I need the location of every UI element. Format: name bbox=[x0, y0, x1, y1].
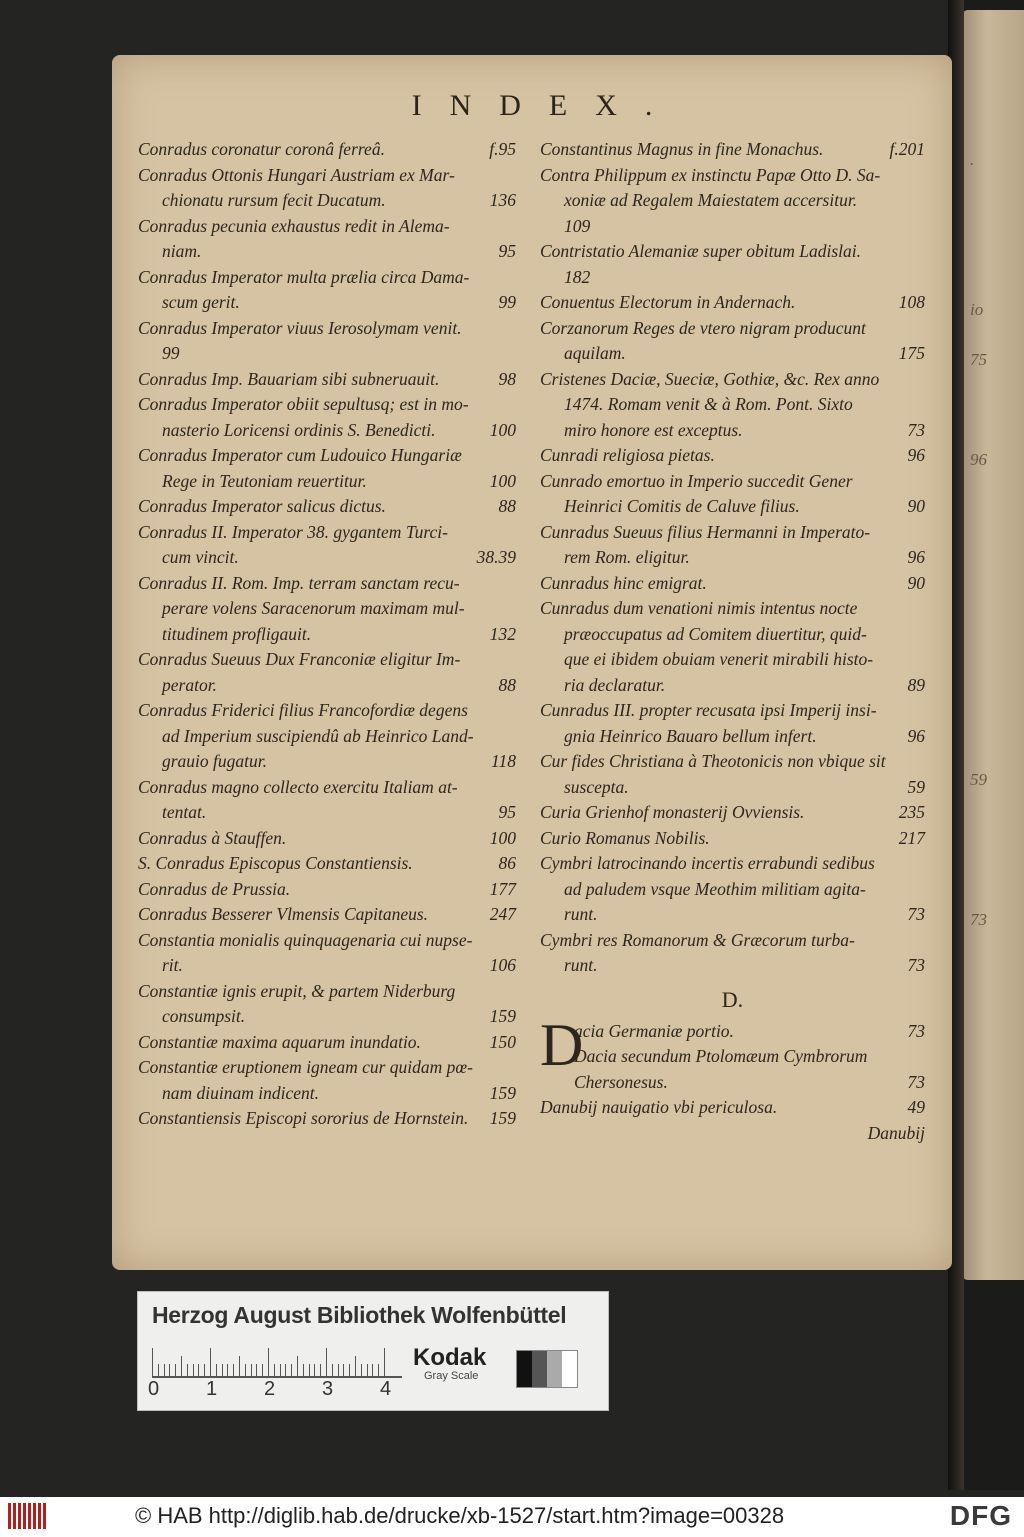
entry-text: 99 bbox=[162, 343, 180, 363]
index-entry bbox=[138, 137, 516, 163]
entry-text: Conradus de Prussia. bbox=[138, 878, 291, 899]
entry-page: 86 bbox=[498, 853, 516, 873]
index-entry bbox=[138, 571, 516, 648]
index-entry bbox=[540, 698, 925, 749]
entry-page: 90 bbox=[907, 572, 925, 593]
index-entry bbox=[540, 928, 925, 979]
ruler-tick bbox=[297, 1356, 298, 1376]
entry-text: nasterio Loricensi ordinis S. Benedicti. bbox=[162, 419, 436, 440]
entry-page: 89 bbox=[907, 674, 925, 695]
ruler-tick bbox=[332, 1364, 333, 1376]
entry-text: 1474. Romam venit & à Rom. Pont. Sixto bbox=[564, 394, 853, 414]
ruler-tick bbox=[222, 1364, 223, 1376]
color-target-card bbox=[137, 1291, 609, 1411]
entry-text: miro honore est exceptus. bbox=[564, 419, 743, 440]
entry-page: 90 bbox=[907, 496, 925, 516]
ruler-tick bbox=[343, 1364, 344, 1376]
entry-page: 136 bbox=[489, 190, 516, 210]
index-entry bbox=[138, 851, 516, 877]
entry-text: aquilam. bbox=[564, 343, 626, 363]
entry-text: perare volens Saracenorum maximam mul- bbox=[162, 598, 465, 618]
index-entry bbox=[540, 596, 925, 698]
drop-cap: D bbox=[540, 1011, 584, 1078]
ruler-tick bbox=[268, 1348, 269, 1376]
ruler-tick bbox=[152, 1348, 153, 1376]
entry-text: ad Imperium suscipiendû ab Heinrico Land- bbox=[162, 725, 474, 746]
entry-text: Conradus Imperator salicus dictus. bbox=[138, 496, 386, 516]
left-column bbox=[138, 137, 516, 1132]
entry-text: Conradus II. Rom. Imp. terram sanctam recu- bbox=[138, 572, 460, 593]
ruler-tick bbox=[349, 1364, 350, 1376]
entry-page: 88 bbox=[498, 674, 516, 695]
index-entry bbox=[540, 290, 925, 316]
ruler-tick bbox=[367, 1364, 368, 1376]
entry-text: Danubij nauigatio vbi periculosa. bbox=[540, 1097, 778, 1117]
entry-text: Cunradus hinc emigrat. bbox=[540, 572, 707, 593]
ruler-tick bbox=[285, 1364, 286, 1376]
ruler-tick bbox=[251, 1364, 252, 1376]
entry-text: nam diuinam indicent. bbox=[162, 1082, 319, 1103]
index-entry bbox=[138, 928, 516, 979]
entry-text: niam. bbox=[162, 241, 202, 261]
entry-page: f.201 bbox=[889, 139, 925, 159]
entry-text: Dacia secundum Ptolomæum Cymbrorum bbox=[574, 1046, 868, 1066]
entry-text: Rege in Teutoniam reuertitur. bbox=[162, 470, 367, 491]
index-entry bbox=[138, 392, 516, 443]
ruler-tick bbox=[216, 1364, 217, 1376]
ruler-tick bbox=[372, 1364, 373, 1376]
index-entry bbox=[540, 520, 925, 571]
ruler-tick bbox=[378, 1364, 379, 1376]
index-entry bbox=[540, 851, 925, 928]
index-entry bbox=[138, 494, 516, 520]
ruler-tick bbox=[239, 1356, 240, 1376]
entry-text: Contra Philippum ex instinctu Papæ Otto D. Sa- bbox=[540, 164, 881, 185]
entry-text: Cymbri latrocinando incertis errabundi sedibus bbox=[540, 853, 875, 873]
kodak-logo: Kodak bbox=[413, 1344, 487, 1371]
entry-text: Curio Romanus Nobilis. bbox=[540, 827, 710, 848]
entry-text: Conradus à Stauffen. bbox=[138, 827, 287, 848]
ruler-tick bbox=[338, 1364, 339, 1376]
entry-page: 49 bbox=[907, 1097, 925, 1117]
index-entry bbox=[138, 316, 516, 367]
ruler-number: 3 bbox=[322, 1378, 334, 1400]
index-entry bbox=[138, 1106, 516, 1132]
ruler-tick bbox=[169, 1364, 170, 1376]
entry-page: 73 bbox=[907, 1020, 925, 1041]
entry-page: 100 bbox=[489, 470, 516, 491]
index-entry bbox=[138, 979, 516, 1030]
gray-swatches bbox=[516, 1350, 578, 1388]
entry-page: 98 bbox=[498, 368, 516, 389]
index-entry bbox=[540, 800, 925, 826]
index-entry bbox=[138, 698, 516, 775]
entry-page: 108 bbox=[898, 292, 925, 312]
entry-page: 95 bbox=[498, 241, 516, 261]
index-entry bbox=[138, 775, 516, 826]
entry-page: 96 bbox=[907, 445, 925, 465]
ruler-tick bbox=[256, 1364, 257, 1376]
ruler-tick bbox=[245, 1364, 246, 1376]
ruler-tick bbox=[314, 1364, 315, 1376]
entry-page: 73 bbox=[907, 955, 925, 975]
index-entry bbox=[138, 647, 516, 698]
entry-text: præoccupatus ad Comitem diuertitur, quid- bbox=[564, 623, 867, 644]
entry-text: chionatu rursum fecit Ducatum. bbox=[162, 190, 386, 210]
entry-text: 109 bbox=[564, 215, 591, 236]
entry-text: rit. bbox=[162, 955, 183, 975]
entry-page: 106 bbox=[489, 955, 516, 975]
footer-bar bbox=[0, 1497, 1024, 1537]
entry-text: Conradus Imperator viuus Ierosolymam venit. bbox=[138, 317, 462, 338]
entry-text: perator. bbox=[162, 674, 217, 695]
entry-text: xoniæ ad Regalem Maiestatem accersitur. bbox=[564, 190, 858, 210]
entry-page: 100 bbox=[489, 419, 516, 440]
entry-text: Conradus II. Imperator 38. gygantem Turci- bbox=[138, 521, 448, 542]
entry-text: ria declaratur. bbox=[564, 674, 666, 695]
entry-text: Conradus Imperator multa prælia circa Dama- bbox=[138, 266, 470, 287]
entry-text: que ei ibidem obuiam venerit mirabili histo- bbox=[564, 649, 874, 669]
hab-logo-icon bbox=[8, 1503, 46, 1529]
entry-text: runt. bbox=[564, 904, 598, 924]
index-entry bbox=[540, 137, 925, 163]
entry-text: Constantinus Magnus in fine Monachus. bbox=[540, 139, 824, 159]
entry-page: 96 bbox=[907, 547, 925, 567]
entry-page: 150 bbox=[489, 1031, 516, 1052]
entry-text: Cunradus III. propter recusata ipsi Imperij insi- bbox=[540, 700, 877, 720]
index-entry bbox=[138, 163, 516, 214]
ruler-tick bbox=[262, 1364, 263, 1376]
entry-text: tentat. bbox=[162, 802, 207, 822]
page-header: INDEX. bbox=[411, 89, 681, 122]
index-entry bbox=[138, 520, 516, 571]
index-entry bbox=[138, 367, 516, 393]
ruler-number: 2 bbox=[264, 1378, 276, 1400]
entry-page: 175 bbox=[898, 343, 925, 363]
entry-page: 235 bbox=[898, 802, 925, 822]
entry-text: Cunradus Sueuus filius Hermanni in Imperato- bbox=[540, 521, 871, 542]
entry-text: Curia Grienhof monasterij Ovviensis. bbox=[540, 802, 805, 822]
ruler-tick bbox=[193, 1364, 194, 1376]
entry-text: Conradus Imp. Bauariam sibi subneruauit. bbox=[138, 368, 440, 389]
entry-text: gnia Heinrico Bauaro bellum infert. bbox=[564, 725, 817, 746]
index-entry bbox=[540, 1011, 925, 1096]
index-entry bbox=[540, 316, 925, 367]
index-entry bbox=[540, 1095, 925, 1121]
ruler-tick bbox=[320, 1364, 321, 1376]
index-entry bbox=[540, 826, 925, 852]
entry-text: Constantiæ maxima aquarum inundatio. bbox=[138, 1031, 421, 1052]
ruler-tick bbox=[384, 1348, 385, 1376]
adjacent-page: . io 75 96 59 73 bbox=[962, 10, 1024, 1280]
entry-page: 88 bbox=[498, 496, 516, 516]
entry-text: 182 bbox=[564, 266, 591, 287]
index-entry bbox=[540, 469, 925, 520]
entry-page: 247 bbox=[489, 904, 516, 924]
entry-text: Constantiæ ignis erupit, & partem Niderburg bbox=[138, 980, 456, 1001]
scanned-page bbox=[112, 55, 952, 1270]
ruler-tick bbox=[204, 1364, 205, 1376]
entry-page: 118 bbox=[491, 751, 516, 771]
index-entry bbox=[138, 443, 516, 494]
index-entry bbox=[540, 367, 925, 444]
entry-text: Conuentus Electorum in Andernach. bbox=[540, 292, 796, 312]
ruler-tick bbox=[355, 1356, 356, 1376]
ruler-number: 1 bbox=[206, 1378, 218, 1400]
ruler-tick bbox=[227, 1364, 228, 1376]
catchword: Danubij bbox=[867, 1122, 925, 1143]
entry-text: Chersonesus. bbox=[574, 1071, 668, 1092]
entry-text: Constantia monialis quinquagenaria cui nupse- bbox=[138, 929, 473, 950]
entry-text: Constantiensis Episcopi sororius de Hornstein. bbox=[138, 1108, 469, 1128]
entry-page: 73 bbox=[907, 904, 925, 924]
entry-page: 132 bbox=[489, 623, 516, 644]
entry-page: 59 bbox=[907, 776, 925, 797]
entry-text: Conradus Imperator cum Ludouico Hungariæ bbox=[138, 445, 462, 465]
entry-text: Constantiæ eruptionem igneam cur quidam pœ- bbox=[138, 1057, 473, 1077]
entry-page: 159 bbox=[489, 1006, 516, 1026]
entry-page: 38.39 bbox=[476, 547, 516, 567]
ruler-number: 4 bbox=[380, 1378, 392, 1400]
dfg-logo: DFG bbox=[949, 1500, 1012, 1531]
entry-text: consumpsit. bbox=[162, 1006, 246, 1026]
ruler-tick bbox=[291, 1364, 292, 1376]
ruler-tick bbox=[280, 1364, 281, 1376]
entry-text: suscepta. bbox=[564, 776, 629, 797]
entry-text: Cunradi religiosa pietas. bbox=[540, 445, 715, 465]
entry-text: Heinrici Comitis de Caluve filius. bbox=[564, 496, 800, 516]
entry-text: runt. bbox=[564, 955, 598, 975]
ruler-tick bbox=[187, 1364, 188, 1376]
ruler-number: 0 bbox=[148, 1378, 160, 1400]
ruler-tick bbox=[198, 1364, 199, 1376]
ruler-tick bbox=[233, 1364, 234, 1376]
ruler-tick bbox=[210, 1348, 211, 1376]
entry-page: 73 bbox=[907, 419, 925, 440]
entry-text: Cristenes Daciæ, Sueciæ, Gothiæ, &c. Rex anno bbox=[540, 368, 880, 389]
grayscale-label: Gray Scale bbox=[424, 1370, 479, 1382]
index-entry bbox=[138, 877, 516, 903]
entry-text: Conradus coronatur coronâ ferreâ. bbox=[138, 139, 385, 159]
entry-page: 177 bbox=[489, 878, 516, 899]
entry-page: f.95 bbox=[489, 139, 516, 159]
entry-text: Cunradus dum venationi nimis intentus nocte bbox=[540, 598, 858, 618]
entry-text: Conradus pecunia exhaustus redit in Alema- bbox=[138, 215, 450, 236]
index-entry bbox=[138, 214, 516, 265]
index-entry bbox=[540, 239, 925, 290]
right-column bbox=[540, 137, 925, 1144]
entry-text: scum gerit. bbox=[162, 292, 240, 312]
footer-url[interactable]: © HAB http://diglib.hab.de/drucke/xb-1527/start.htm?image=00328 bbox=[135, 1503, 785, 1528]
entry-page: 159 bbox=[489, 1082, 516, 1103]
entry-page: 96 bbox=[907, 725, 925, 746]
index-entry bbox=[540, 443, 925, 469]
ruler-tick bbox=[158, 1364, 159, 1376]
index-entry bbox=[540, 163, 925, 240]
index-entry bbox=[138, 1030, 516, 1056]
ruler-tick bbox=[181, 1356, 182, 1376]
index-entry bbox=[138, 902, 516, 928]
entry-text: Cunrado emortuo in Imperio succedit Gener bbox=[540, 470, 853, 491]
entry-page: 100 bbox=[489, 827, 516, 848]
section-letter: D. bbox=[721, 986, 744, 1012]
index-entry bbox=[138, 1055, 516, 1106]
ruler-tick bbox=[274, 1364, 275, 1376]
entry-text: Conradus magno collecto exercitu Italiam at- bbox=[138, 776, 458, 797]
ruler-tick bbox=[309, 1364, 310, 1376]
entry-page: 159 bbox=[489, 1108, 516, 1128]
entry-page: 95 bbox=[498, 802, 516, 822]
entry-text: titudinem profligauit. bbox=[162, 623, 312, 644]
index-entry bbox=[138, 826, 516, 852]
ruler-tick bbox=[175, 1364, 176, 1376]
entry-text: Corzanorum Reges de vtero nigram producunt bbox=[540, 317, 866, 338]
scale-ruler bbox=[152, 1346, 402, 1378]
library-name: Herzog August Bibliothek Wolfenbüttel bbox=[152, 1302, 567, 1328]
entry-text: S. Conradus Episcopus Constantiensis. bbox=[138, 853, 413, 873]
entry-text: acia Germaniæ portio. bbox=[574, 1020, 734, 1041]
entry-text: Cur fides Christiana à Theotonicis non vbique sit bbox=[540, 751, 886, 771]
ruler-tick bbox=[326, 1348, 327, 1376]
index-entry bbox=[138, 265, 516, 316]
entry-text: Conradus Imperator obiit sepultusq; est in mo- bbox=[138, 394, 469, 414]
entry-text: cum vincit. bbox=[162, 547, 239, 567]
ruler-tick bbox=[303, 1364, 304, 1376]
entry-text: rem Rom. eligitur. bbox=[564, 547, 690, 567]
ruler-tick bbox=[164, 1364, 165, 1376]
entry-text: ad paludem vsque Meothim militiam agita- bbox=[564, 878, 866, 899]
entry-text: Conradus Ottonis Hungari Austriam ex Mar- bbox=[138, 164, 455, 185]
ruler-tick bbox=[361, 1364, 362, 1376]
entry-text: Conradus Besserer Vlmensis Capitaneus. bbox=[138, 904, 429, 924]
entry-text: Cymbri res Romanorum & Græcorum turba- bbox=[540, 929, 855, 950]
entry-page: 73 bbox=[907, 1071, 925, 1092]
entry-text: grauio fugatur. bbox=[162, 751, 268, 771]
index-entry bbox=[540, 571, 925, 597]
entry-page: 99 bbox=[498, 292, 516, 312]
entry-page: 217 bbox=[898, 827, 925, 848]
entry-text: Conradus Sueuus Dux Franconiæ eligitur Im- bbox=[138, 649, 461, 669]
index-entry bbox=[540, 749, 925, 800]
entry-text: Contristatio Alemaniæ super obitum Ladislai. bbox=[540, 241, 862, 261]
entry-text: Conradus Friderici filius Francofordiæ degens bbox=[138, 700, 468, 720]
